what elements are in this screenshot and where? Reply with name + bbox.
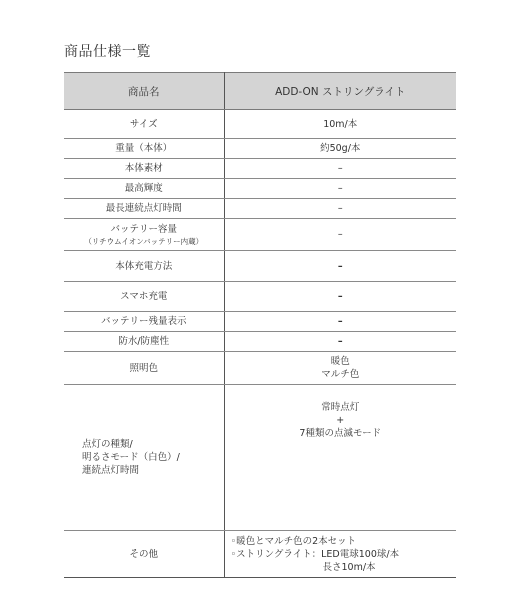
row-value: –: [224, 251, 456, 282]
table-row: [64, 531, 456, 578]
table-row: [64, 251, 456, 282]
row-key-line: バッテリー容量: [110, 223, 177, 235]
row-value: –: [224, 282, 456, 312]
value-line: ◦暖色とマルチ色の2本セット: [230, 535, 357, 547]
row-key: [64, 219, 224, 251]
row-key: 防水/防塵性: [64, 332, 224, 352]
row-value: 約50g/本: [224, 139, 456, 159]
value-line: 長さ10m/本: [322, 561, 376, 573]
key-line: 連続点灯時間: [82, 465, 140, 476]
value-line: ◦ストリングライト：LED電球100球/本: [230, 548, 400, 560]
key-line: 点灯の種類/: [82, 439, 133, 450]
row-key: サイズ: [64, 110, 224, 139]
row-value: –: [224, 179, 456, 199]
table-row: [64, 199, 456, 219]
row-value: –: [224, 199, 456, 219]
row-value: [224, 352, 456, 385]
table-row: [64, 219, 456, 251]
row-value: [224, 385, 456, 531]
header-value: ADD-ON ストリングライト: [224, 73, 456, 110]
value-line: 常時点灯: [321, 402, 360, 413]
value-line: 7種類の点滅モード: [299, 428, 382, 439]
row-key: その他: [64, 531, 224, 578]
table-row: [64, 159, 456, 179]
row-key: スマホ充電: [64, 282, 224, 312]
table-row: [64, 312, 456, 332]
spec-table: [64, 72, 456, 578]
table-row: [64, 385, 456, 531]
table-row: [64, 282, 456, 312]
row-key: 本体素材: [64, 159, 224, 179]
value-line: マルチ色: [321, 369, 360, 380]
row-key: 最高輝度: [64, 179, 224, 199]
row-value: –: [224, 332, 456, 352]
row-key: 重量（本体）: [64, 139, 224, 159]
row-value: 10m/本: [224, 110, 456, 139]
row-key: 最長連続点灯時間: [64, 199, 224, 219]
key-line: 明るさモード（白色）/: [82, 452, 180, 463]
table-row: [64, 179, 456, 199]
row-value: [224, 531, 456, 578]
header-key: 商品名: [64, 73, 224, 110]
row-value: –: [224, 219, 456, 251]
row-key: [64, 385, 224, 531]
row-value: –: [224, 312, 456, 332]
row-key: 照明色: [64, 352, 224, 385]
table-row: [64, 110, 456, 139]
row-key-sub: （リチウムイオンバッテリー内蔵）: [84, 236, 204, 246]
table-row: [64, 332, 456, 352]
value-line: 暖色: [330, 356, 350, 367]
row-key: 本体充電方法: [64, 251, 224, 282]
row-value: –: [224, 159, 456, 179]
value-line: +: [336, 415, 345, 426]
row-key: バッテリー残量表示: [64, 312, 224, 332]
table-row: [64, 352, 456, 385]
spec-title: 商品仕様一覧: [64, 44, 151, 60]
table-row: [64, 139, 456, 159]
table-header-row: [64, 73, 456, 110]
